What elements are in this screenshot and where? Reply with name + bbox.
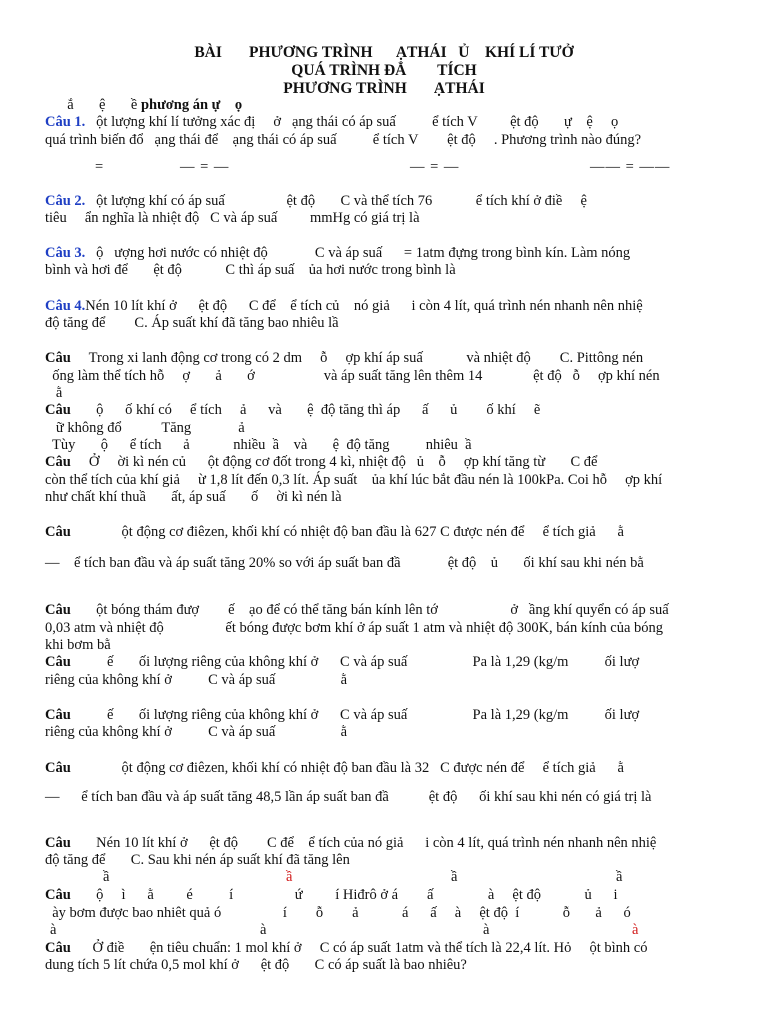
question-10-text-1: ế ối lượng riêng của không khí ở C và áp suấ Pa là 1,29 (kg/m ối lượ xyxy=(70,654,640,670)
document-title-line-1: BÀI PHƯƠNG TRÌNH ẠTHÁI Ủ KHÍ LÍ TƯỞ xyxy=(194,44,574,61)
question-11-text-1: ế ối lượng riêng của không khí ở C và áp suấ Pa là 1,29 (kg/m ối lượ xyxy=(70,707,640,723)
question-4-line-1 xyxy=(45,298,643,315)
question-2-text-1: ột lượng khí có áp suấ ệt độ C và thể tích 76 ể tích khí ở điề ệ xyxy=(85,193,587,209)
question-8-label: Câu xyxy=(45,524,71,540)
question-14-option-a: à xyxy=(50,922,58,938)
question-1-equation-d: —— = —— xyxy=(590,159,671,175)
question-14-label: Câu xyxy=(45,887,71,903)
question-5-label: Câu xyxy=(45,350,71,366)
question-14-text-1: ộ ì ằ é í ứ í Hiđrô ở á ấ à ệt độ ủ i xyxy=(70,887,618,903)
question-11-label: Câu xyxy=(45,707,71,723)
question-12-line-1 xyxy=(45,760,624,777)
question-7-text-1: Ở ời kì nén củ ột động cơ đốt trong 4 kì, nhiệt độ ủ ỗ ợp khí tăng từ C để xyxy=(70,454,598,470)
instruction-emphasis: phương án ự ọ xyxy=(140,97,243,113)
question-5-line-1 xyxy=(45,350,643,367)
question-1-equation-c: — = — xyxy=(410,159,460,175)
question-13-text-1: Nén 10 lít khí ở ệt độ C để ể tích của nó giả i còn 4 lít, quá trình nén nhanh nên nhiệ xyxy=(70,835,657,851)
question-15-text-1: Ở điề ện tiêu chuẩn: 1 mol khí ở C có áp suất 1atm và thể tích là 22,4 lít. Hỏ ột bình có xyxy=(70,940,648,956)
question-4-line-2: độ tăng để C. Áp suất khí đã tăng bao nhiêu lầ xyxy=(45,315,339,331)
question-7-line-2: còn thể tích của khí giả ừ 1,8 lít đến 0,3 lít. Áp suất ủa khí lúc bắt đầu nén là 100kPa. Coi hỗ ợp khí xyxy=(45,472,663,488)
question-1-line-2: quá trình biến đổ ạng thái để ạng thái có áp suấ ể tích V ệt độ . Phương trình nào đúng? xyxy=(45,132,642,148)
question-9-line-2: 0,03 atm và nhiệt độ ết bóng được bơm khí ở áp suất 1 atm và nhiệt độ 300K, bán kính của bóng xyxy=(45,620,664,636)
question-1-label: Câu 1. xyxy=(45,114,86,130)
question-6-line-2: ữ không đổ Tăng ả xyxy=(45,420,245,436)
question-11-line-2: riêng của không khí ở C và áp suấ ằ xyxy=(45,724,348,740)
question-6-line-1 xyxy=(45,402,540,419)
question-3-line-1 xyxy=(45,245,630,262)
question-3-label: Câu 3. xyxy=(45,245,86,261)
question-2-line-1 xyxy=(45,193,587,210)
instruction-prefix: ắ ệ ề xyxy=(60,97,141,113)
question-1-line-1 xyxy=(45,114,618,131)
question-2-line-2: tiêu ẩn nghĩa là nhiệt độ C và áp suấ mmHg có giá trị là xyxy=(45,210,420,226)
question-9-text-1: ột bóng thám đượ ế ạo để có thể tăng bán kính lên tớ ở ầng khí quyển có áp suấ xyxy=(70,602,669,618)
question-2-label: Câu 2. xyxy=(45,193,86,209)
question-1-text-1: ột lượng khí lí tưởng xác đị ở ạng thái có áp suấ ể tích V ệt độ ự ệ ọ xyxy=(85,114,619,130)
question-11-line-1 xyxy=(45,707,639,724)
question-4-text-1: Nén 10 lít khí ở ệt độ C để ể tích củ nó giả i còn 4 lít, quá trình nén nhanh nên nhiệ xyxy=(85,298,643,314)
question-8-line-1 xyxy=(45,524,624,541)
question-12-text-1: ột động cơ điêzen, khối khí có nhiệt độ ban đầu là 32 C được nén để ể tích giả ằ xyxy=(70,760,624,776)
question-13-option-c: ầ xyxy=(451,869,459,885)
question-14-option-d: à xyxy=(632,922,640,938)
question-14-option-b: à xyxy=(260,922,268,938)
question-14-line-2: ày bơm được bao nhiêt quả ó í ỗ ả á ấ à ệt độ í ỗ ả ó xyxy=(45,905,631,921)
document-title-line-3: PHƯƠNG TRÌNH ẠTHÁI xyxy=(283,80,485,97)
question-6-text-1: ộ ố khí có ể tích ả và ệ độ tăng thì áp ấ ủ ố khí ẽ xyxy=(70,402,541,418)
question-3-text-1: ộ ượng hơi nước có nhiệt độ C và áp suấ = 1atm đựng trong bình kín. Làm nóng xyxy=(85,245,631,261)
question-15-line-1 xyxy=(45,940,648,957)
question-3-line-2: bình và hơi để ệt độ C thì áp suấ ủa hơi nước trong bình là xyxy=(45,262,456,278)
question-9-line-1 xyxy=(45,602,669,619)
question-8-line-2: — ể tích ban đầu và áp suất tăng 20% so với áp suất ban đầ ệt độ ủ ối khí sau khi nén bằ xyxy=(45,555,644,571)
question-5-line-2: ống làm thể tích hỗ ợ ả ớ và áp suất tăng lên thêm 14 ệt độ ỗ ợp khí nén xyxy=(45,368,660,384)
question-14-option-c: à xyxy=(483,922,491,938)
question-12-label: Câu xyxy=(45,760,71,776)
question-15-line-2: dung tích 5 lít chứa 0,5 mol khí ở ệt độ C có áp suất là bao nhiêu? xyxy=(45,957,467,973)
question-7-line-1 xyxy=(45,454,597,471)
question-6-label: Câu xyxy=(45,402,71,418)
question-8-text-1: ột động cơ điêzen, khối khí có nhiệt độ ban đầu là 627 C được nén để ể tích giả ằ xyxy=(70,524,624,540)
question-5-line-3: ằ xyxy=(45,385,63,401)
document-title-line-2: QUÁ TRÌNH ĐẲ TÍCH xyxy=(291,62,477,79)
question-5-text-1: Trong xi lanh động cơ trong có 2 dm ỗ ợp khí áp suấ và nhiệt độ C. Pittông nén xyxy=(70,350,644,366)
question-4-label: Câu 4. xyxy=(45,298,86,314)
question-13-option-d: ầ xyxy=(616,869,624,885)
instruction-line xyxy=(60,97,242,114)
question-7-label: Câu xyxy=(45,454,71,470)
question-1-equation-b: — = — xyxy=(180,159,230,175)
question-10-label: Câu xyxy=(45,654,71,670)
question-13-option-a: ầ xyxy=(103,869,111,885)
question-7-line-3: như chất khí thuầ ất, áp suấ ố ời kì nén là xyxy=(45,489,342,505)
question-13-line-2: độ tăng để C. Sau khi nén áp suất khí đã tăng lên xyxy=(45,852,350,868)
question-10-line-2: riêng của không khí ở C và áp suấ ằ xyxy=(45,672,348,688)
question-10-line-1 xyxy=(45,654,639,671)
question-15-label: Câu xyxy=(45,940,71,956)
question-9-label: Câu xyxy=(45,602,71,618)
question-12-line-2: — ể tích ban đầu và áp suất tăng 48,5 lần áp suất ban đầ ệt độ ối khí sau khi nén có giá trị là xyxy=(45,789,652,805)
question-13-label: Câu xyxy=(45,835,71,851)
question-6-line-3: Tùy ộ ể tích ả nhiều ầ và ệ độ tăng nhiêu ầ xyxy=(45,437,472,453)
question-1-equation-a: = xyxy=(95,159,105,175)
question-9-line-3: khi bơm bằ xyxy=(45,637,111,653)
question-14-line-1 xyxy=(45,887,618,904)
question-13-option-b: ầ xyxy=(286,869,294,885)
question-13-line-1 xyxy=(45,835,656,852)
